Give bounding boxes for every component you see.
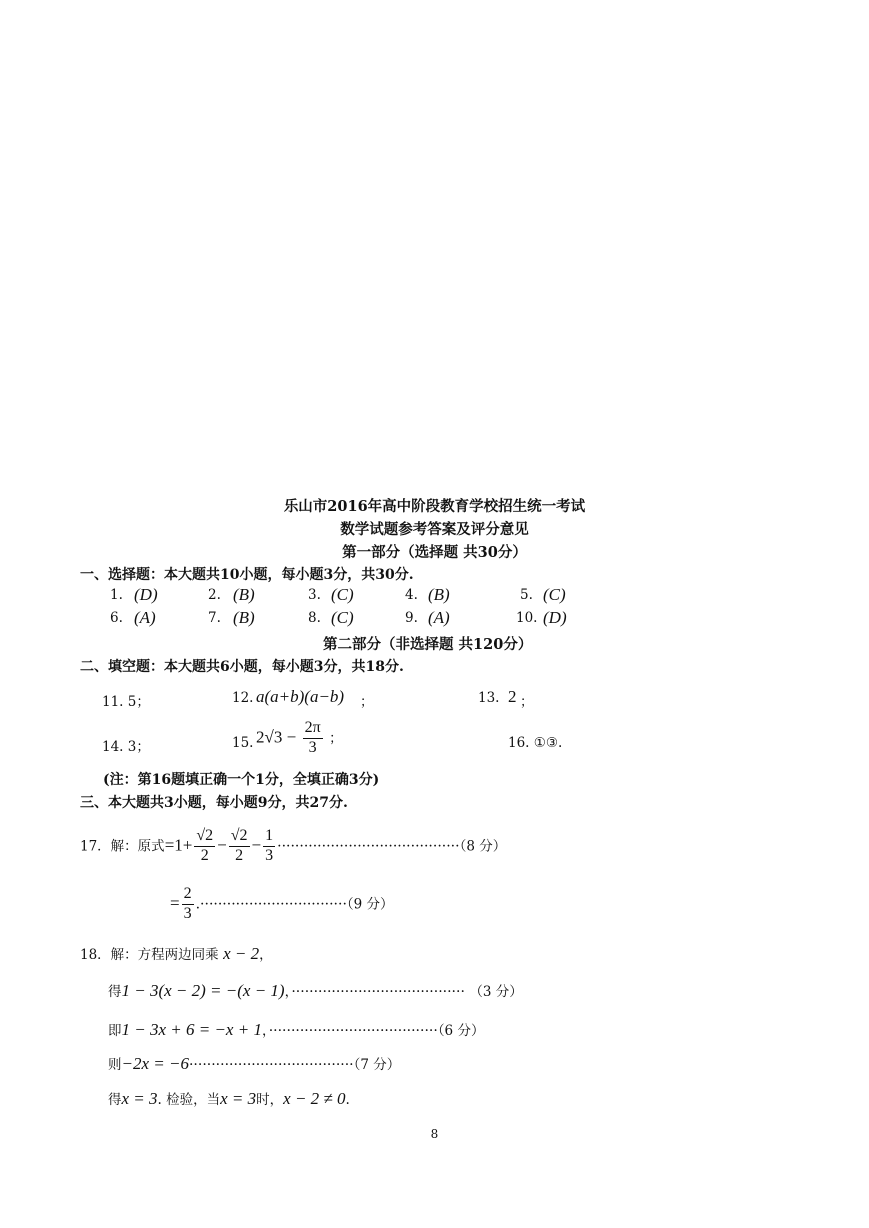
math-expression: 1 − 3(x − 2) = −(x − 1) — [121, 981, 285, 1000]
fill-sep-12: ； — [360, 694, 374, 710]
leader-dots: ······································ — [268, 1023, 438, 1039]
answer-choice: (C) — [543, 585, 566, 604]
answer-number: 6. — [110, 610, 123, 626]
step-prefix: 即 — [108, 1023, 122, 1039]
fraction — [229, 828, 250, 865]
period: . — [345, 1092, 350, 1108]
answer-choice: (B) — [428, 585, 450, 604]
comma: ， — [261, 1023, 269, 1039]
math-expression: 1 − 3x + 6 = −x + 1 — [121, 1020, 262, 1039]
math-expression: x − 2 ≠ 0 — [283, 1089, 346, 1108]
denominator: 2 — [235, 846, 244, 864]
answer-number: 5. — [520, 587, 533, 603]
solution-17-eq: =1+ — [164, 835, 193, 855]
score: （7 分） — [353, 1057, 401, 1073]
numerator: 1 — [263, 828, 275, 847]
solution-17-label: 17．解：原式 — [80, 838, 165, 855]
section1-heading: 一、选择题：本大题共10小题，每小题3分，共30分. — [80, 567, 414, 583]
score: （9 分） — [346, 896, 394, 913]
answer-number: 9. — [405, 610, 418, 626]
answer-choice: (C) — [331, 608, 354, 627]
answer-number: 1. — [110, 587, 123, 603]
fill-answer-15-radical: 2√3 − — [256, 727, 297, 747]
numerator: √2 — [229, 828, 250, 847]
minus-sign: − — [217, 835, 227, 855]
section2-note: (注：第16题填正确一个1分，全填正确3分) — [103, 772, 380, 788]
solution-18-step2 — [108, 1019, 484, 1040]
math-expression: x − 2 — [223, 944, 260, 963]
numerator: 2π — [303, 720, 323, 739]
score: （6 分） — [437, 1023, 485, 1039]
score: （8 分） — [459, 838, 507, 855]
solution-18-step3 — [108, 1053, 400, 1074]
answer-key-title: 数学试题参考答案及评分意见 — [340, 521, 529, 538]
fill-answer-14: 14. 3； — [102, 739, 150, 755]
answer-number: 8. — [308, 610, 321, 626]
fill-answer-16: 16. ①③. — [508, 735, 563, 751]
exam-title: 乐山市2016年高中阶段教育学校招生统一考试 — [283, 498, 586, 515]
equals-sign: = — [170, 893, 180, 913]
fill-sep-15: ； — [329, 730, 343, 747]
fill-answer-15 — [256, 720, 343, 757]
solution-18-label: 18．解：方程两边同乘 — [80, 947, 219, 963]
step-prefix: 得 — [108, 984, 122, 1000]
denominator: 3 — [183, 904, 192, 922]
leader-dots: ································· — [200, 896, 347, 913]
math-expression: x = 3 — [121, 1089, 158, 1108]
denominator: 2 — [200, 846, 209, 864]
fill-answer-11: 11. 5； — [102, 694, 150, 710]
solution-17-line2 — [170, 886, 394, 923]
comma: ， — [284, 984, 292, 1000]
math-expression: −2x = −6 — [121, 1054, 189, 1073]
numerator: 2 — [182, 886, 194, 905]
denominator: 3 — [308, 738, 317, 756]
fill-number-13: 13. — [478, 690, 500, 706]
leader-dots: ········································· — [277, 838, 460, 855]
step-text: . 检验，当 — [157, 1092, 221, 1108]
answer-choice: (A) — [134, 608, 156, 627]
answer-number: 3. — [308, 587, 321, 603]
answer-choice: (D) — [543, 608, 567, 627]
fill-number-12: 12. — [232, 690, 254, 706]
answer-number: 10. — [516, 610, 538, 626]
answer-number: 4. — [405, 587, 418, 603]
fraction — [303, 720, 323, 757]
step-text: 时， — [256, 1092, 284, 1108]
section3-heading: 三、本大题共3小题，每小题9分，共27分. — [80, 795, 348, 811]
part2-heading: 第二部分（非选择题 共120分） — [323, 636, 533, 653]
solution-18-line1 — [80, 943, 273, 964]
period: . — [195, 896, 201, 913]
answer-number: 7. — [208, 610, 221, 626]
fraction — [182, 886, 194, 923]
fraction — [194, 828, 215, 865]
solution-18-step1 — [108, 980, 523, 1001]
answer-choice: (B) — [233, 608, 255, 627]
leader-dots: ····································· — [188, 1057, 354, 1073]
answer-choice: (B) — [233, 585, 255, 604]
math-expression: x = 3 — [220, 1089, 257, 1108]
minus-sign: − — [251, 835, 262, 855]
fill-answer-12: a(a+b)(a−b) — [256, 687, 345, 706]
section2-heading: 二、填空题：本大题共6小题，每小题3分，共18分. — [80, 659, 404, 675]
fill-sep-13: ； — [520, 694, 534, 710]
page-number: 8 — [430, 1127, 439, 1141]
step-prefix: 得 — [108, 1092, 122, 1108]
fill-number-15: 15. — [232, 735, 254, 751]
answer-number: 2. — [208, 587, 221, 603]
leader-dots: ······································· — [291, 984, 465, 1000]
fraction — [263, 828, 275, 865]
comma: ， — [259, 947, 273, 963]
denominator: 3 — [265, 846, 274, 864]
fill-answer-13: 2 — [508, 687, 517, 706]
answer-choice: (A) — [428, 608, 450, 627]
solution-18-step4 — [108, 1088, 350, 1109]
solution-17-line1 — [80, 828, 506, 865]
score: （3 分） — [469, 984, 523, 1000]
answer-choice: (D) — [134, 585, 158, 604]
answer-choice: (C) — [331, 585, 354, 604]
part1-heading: 第一部分（选择题 共30分） — [342, 544, 527, 561]
step-prefix: 则 — [108, 1057, 122, 1073]
numerator: √2 — [194, 828, 215, 847]
